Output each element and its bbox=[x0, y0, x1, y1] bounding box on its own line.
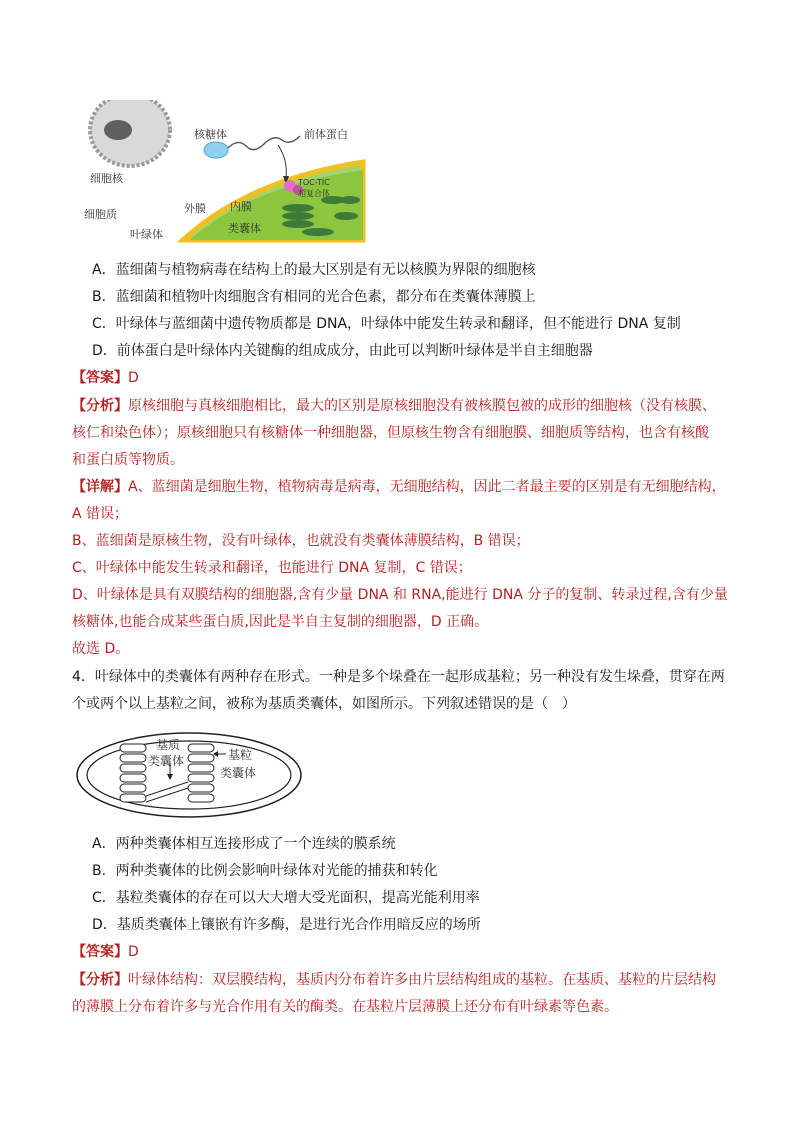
answer-value: D bbox=[128, 370, 139, 386]
grana-diagram bbox=[74, 730, 304, 820]
toc-tic-label: TOC-TIC bbox=[298, 178, 330, 187]
precursor-chain bbox=[228, 136, 300, 150]
q3-answer bbox=[72, 368, 139, 388]
detail-tag: 【详解】 bbox=[72, 479, 128, 495]
q3-option-d: D．前体蛋白是叶绿体内关键酶的组成成分，由此可以判断叶绿体是半自主细胞器 bbox=[92, 343, 593, 359]
q4-option-d: D．基质类囊体上镶嵌有许多酶，是进行光合作用暗反应的场所 bbox=[92, 917, 481, 933]
q3-detail-line-7: 故选 D。 bbox=[72, 641, 130, 657]
cell-nucleus-shape bbox=[104, 120, 132, 140]
q3-analysis-line-1: 【分析】原核细胞与真核细胞相比，最大的区别是原核细胞没有被核膜包被的成形的细胞核（没有核膜、 bbox=[72, 398, 716, 414]
thylakoid-label: 类囊体 bbox=[228, 222, 261, 235]
ribosome-label: 核糖体 bbox=[194, 128, 227, 141]
q4-stem-line-1: 4．叶绿体中的类囊体有两种存在形式。一种是多个垛叠在一起形成基粒；另一种没有发生垛叠，贯穿在两 bbox=[72, 669, 725, 685]
inner-membrane-label: 内膜 bbox=[230, 200, 252, 213]
outer-membrane-label: 外膜 bbox=[184, 202, 206, 215]
q3-option-a: A．蓝细菌与植物病毒在结构上的最大区别是有无以核膜为界限的细胞核 bbox=[92, 262, 536, 278]
import-arrow bbox=[278, 145, 286, 178]
stroma-thylakoid-label-1: 基质 bbox=[156, 738, 181, 752]
precursor-label: 前体蛋白 bbox=[304, 128, 348, 141]
analysis-tag: 【分析】 bbox=[72, 398, 128, 414]
figure-protein-import bbox=[78, 100, 368, 245]
answer-tag: 【答案】 bbox=[72, 370, 128, 386]
figure-grana bbox=[74, 730, 304, 820]
nucleus-label: 细胞核 bbox=[90, 172, 123, 185]
q3-analysis-line-3: 和蛋白质等物质。 bbox=[72, 452, 184, 468]
cytoplasm-label: 细胞质 bbox=[84, 208, 117, 221]
q3-option-b: B．蓝细菌和植物叶肉细胞含有相同的光合色素，都分布在类囊体薄膜上 bbox=[92, 289, 536, 305]
q4-stem-line-2: 个或两个以上基粒之间，被称为基质类囊体，如图所示。下列叙述错误的是（ ） bbox=[72, 696, 576, 712]
chloroplast-label: 叶绿体 bbox=[130, 228, 163, 241]
ribosome-shape bbox=[204, 142, 228, 158]
thylakoid-stack bbox=[282, 204, 314, 212]
q4-option-b: B．两种类囊体的比例会影响叶绿体对光能的捕获和转化 bbox=[92, 863, 438, 879]
chloroplast-stroma bbox=[190, 170, 363, 240]
q4-analysis-line-2: 的薄膜上分布着许多与光合作用有关的酶类。在基粒片层薄膜上还分布有叶绿素等色素。 bbox=[72, 999, 618, 1015]
complex-label: 超复合体 bbox=[298, 189, 330, 198]
right-granum bbox=[188, 744, 214, 802]
q3-detail-line-4: C、叶绿体中能发生转录和翻译，也能进行 DNA 复制，C 错误； bbox=[72, 560, 472, 576]
q3-detail-line-3: B、蓝细菌是原核生物，没有叶绿体，也就没有类囊体薄膜结构，B 错误； bbox=[72, 533, 530, 549]
q3-detail-line-2: A 错误； bbox=[72, 506, 129, 522]
grana-thylakoid-label-1: 基粒 bbox=[228, 748, 253, 762]
answer-tag: 【答案】 bbox=[72, 944, 128, 960]
answer-value: D bbox=[128, 944, 139, 960]
stroma-thylakoid bbox=[146, 782, 188, 796]
q3-detail-line-5: D、叶绿体是具有双膜结构的细胞器,含有少量 DNA 和 RNA,能进行 DNA 分子的复制、转录过程,含有少量 bbox=[72, 587, 728, 603]
q4-option-c: C．基粒类囊体的存在可以大大增大受光面积，提高光能利用率 bbox=[92, 890, 480, 906]
q4-analysis-line-1: 【分析】叶绿体结构：双层膜结构，基质内分布着许多由片层结构组成的基粒。在基质、基粒的片层结构 bbox=[72, 972, 716, 988]
left-granum bbox=[120, 744, 146, 802]
q3-detail-line-1: 【详解】A、蓝细菌是细胞生物，植物病毒是病毒，无细胞结构，因此二者最主要的区别是有无细胞结构， bbox=[72, 479, 726, 495]
q4-option-a: A．两种类囊体相互连接形成了一个连续的膜系统 bbox=[92, 836, 396, 852]
q3-analysis-line-2: 核仁和染色体）；原核细胞只有核糖体一种细胞器，但原核生物含有细胞膜、细胞质等结构，也含有核酸 bbox=[72, 425, 709, 441]
analysis-tag: 【分析】 bbox=[72, 972, 128, 988]
stroma-thylakoid-label-2: 类囊体 bbox=[148, 754, 185, 768]
q3-detail-line-6: 核糖体,也能合成某些蛋白质,因此是半自主复制的细胞器，D 正确。 bbox=[72, 614, 489, 630]
q3-option-c: C．叶绿体与蓝细菌中遗传物质都是 DNA，叶绿体中能发生转录和翻译，但不能进行 DNA 复制 bbox=[92, 316, 681, 332]
q4-answer bbox=[72, 942, 139, 962]
grana-thylakoid-label-2: 类囊体 bbox=[220, 766, 257, 780]
